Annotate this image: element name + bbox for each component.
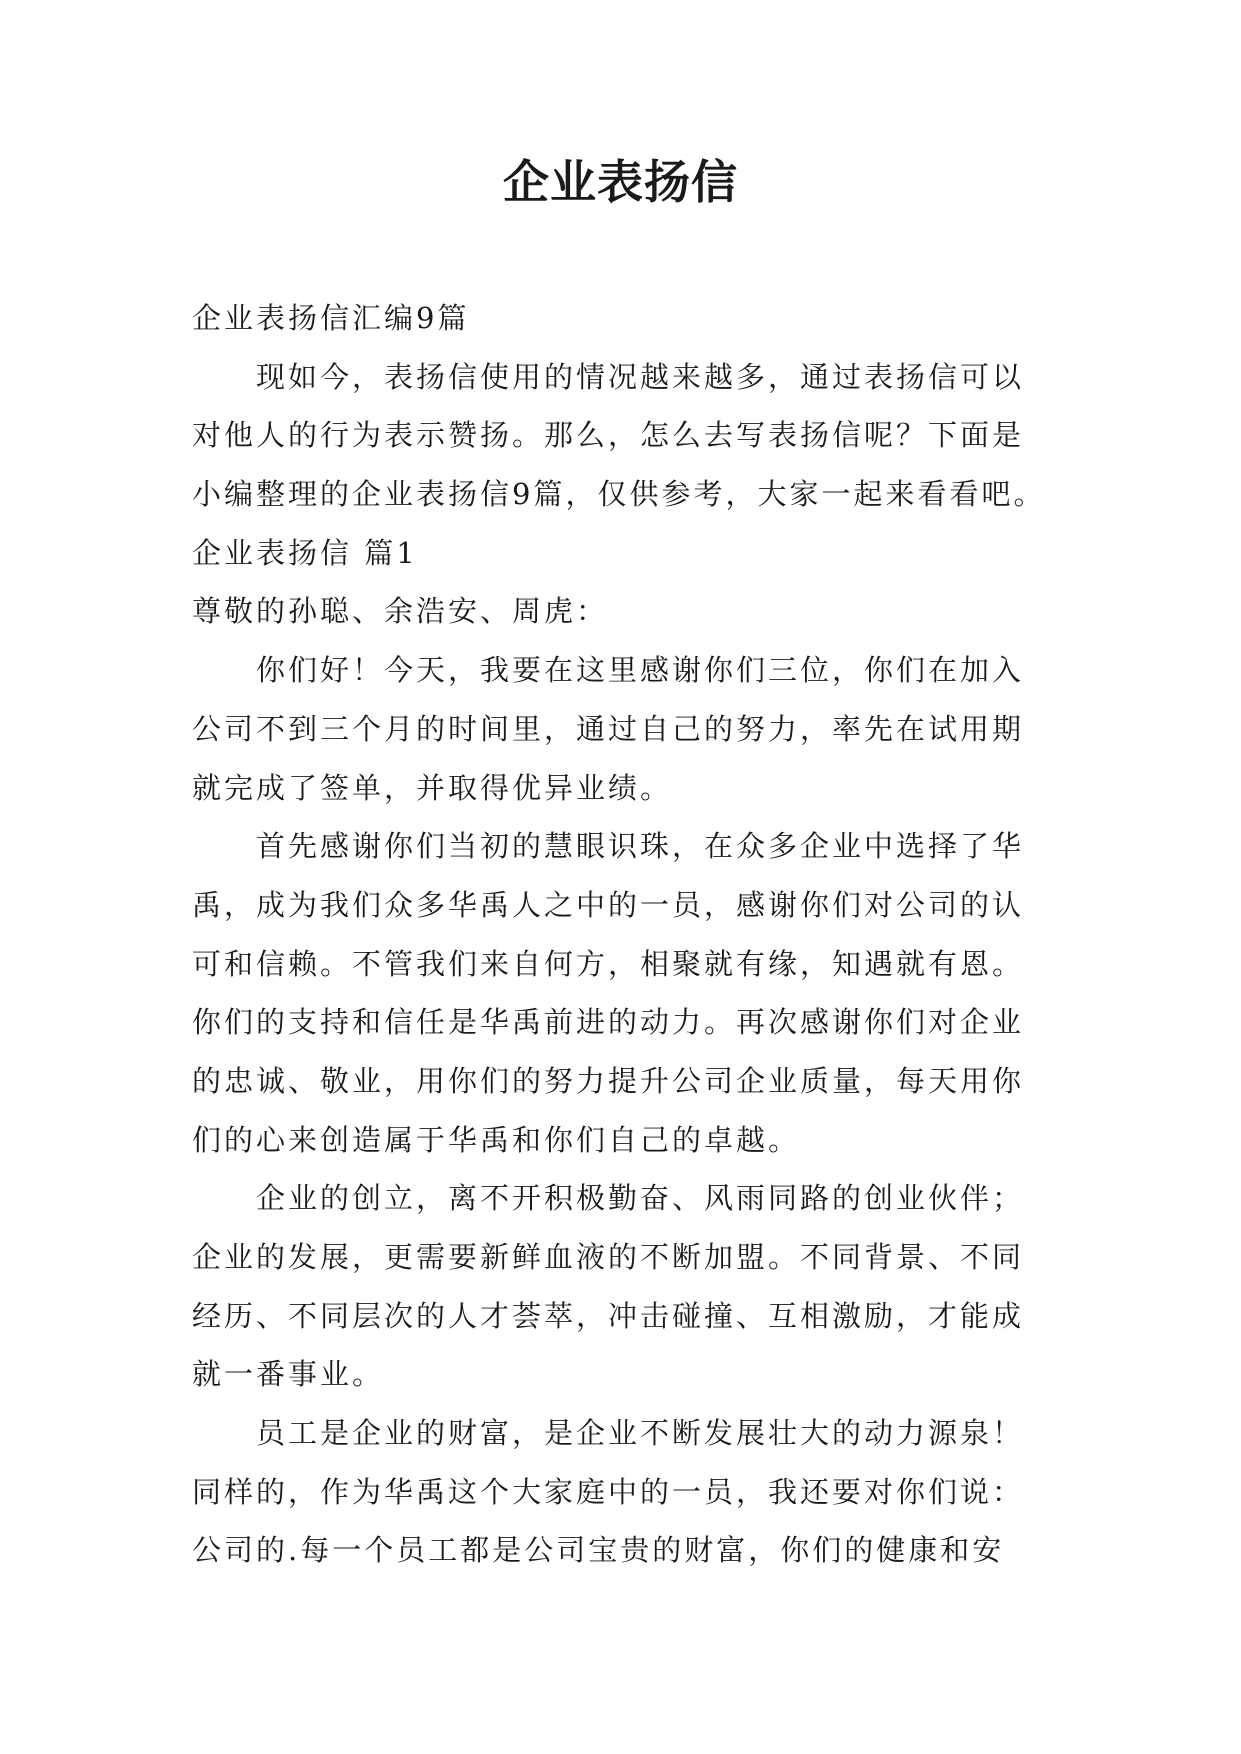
text-line: 可和信赖。不管我们来自何方，相聚就有缘，知遇就有恩。 — [192, 946, 1025, 981]
text-line: 你们的支持和信任是华禹前进的动力。再次感谢你们对企业 — [192, 1005, 1025, 1040]
text-line: 就一番事业。 — [192, 1357, 385, 1392]
text-line: 首先感谢你们当初的慧眼识珠，在众多企业中选择了华 — [256, 829, 1025, 864]
text-line: 公司的.每一个员工都是公司宝贵的财富，你们的健康和安 — [192, 1533, 1005, 1568]
text-line: 企业表扬信汇编9篇 — [192, 301, 470, 335]
text-line: 企业表扬信 篇1 — [192, 535, 418, 570]
text-line: 企业的发展，更需要新鲜血液的不断加盟。不同背景、不同 — [192, 1240, 1025, 1274]
text-line: 就完成了签单，并取得优异业绩。 — [192, 770, 673, 805]
text-line: 经历、不同层次的人才荟萃，冲击碰撞、互相激励，才能成 — [192, 1298, 1025, 1333]
document-body — [192, 289, 1072, 1580]
text-line: 禹，成为我们众多华禹人之中的一员，感谢你们对公司的认 — [192, 887, 1025, 922]
text-line: 们的心来创造属于华禹和你们自己的卓越。 — [192, 1122, 801, 1157]
text-line: 同样的，作为华禹这个大家庭中的一员，我还要对你们说： — [192, 1474, 1025, 1509]
text-line: 企业的创立，离不开积极勤奋、风雨同路的创业伙伴； — [256, 1181, 1025, 1216]
text-line: 的忠诚、敬业，用你们的努力提升公司企业质量，每天用你 — [192, 1063, 1025, 1098]
text-line: 现如今，表扬信使用的情况越来越多，通过表扬信可以 — [256, 359, 1025, 394]
text-line: 尊敬的孙聪、余浩安、周虎： — [192, 594, 609, 629]
text-line: 员工是企业的财富，是企业不断发展壮大的动力源泉！ — [256, 1416, 1025, 1451]
text-line: 你们好！今天，我要在这里感谢你们三位，你们在加入 — [256, 653, 1025, 688]
document-title: 企业表扬信 — [503, 155, 738, 209]
text-line: 小编整理的企业表扬信9篇，仅供参考，大家一起来看看吧。 — [192, 477, 1046, 512]
text-line: 对他人的行为表示赞扬。那么，怎么去写表扬信呢？下面是 — [192, 418, 1025, 453]
text-line: 公司不到三个月的时间里，通过自己的努力，率先在试用期 — [192, 711, 1025, 746]
